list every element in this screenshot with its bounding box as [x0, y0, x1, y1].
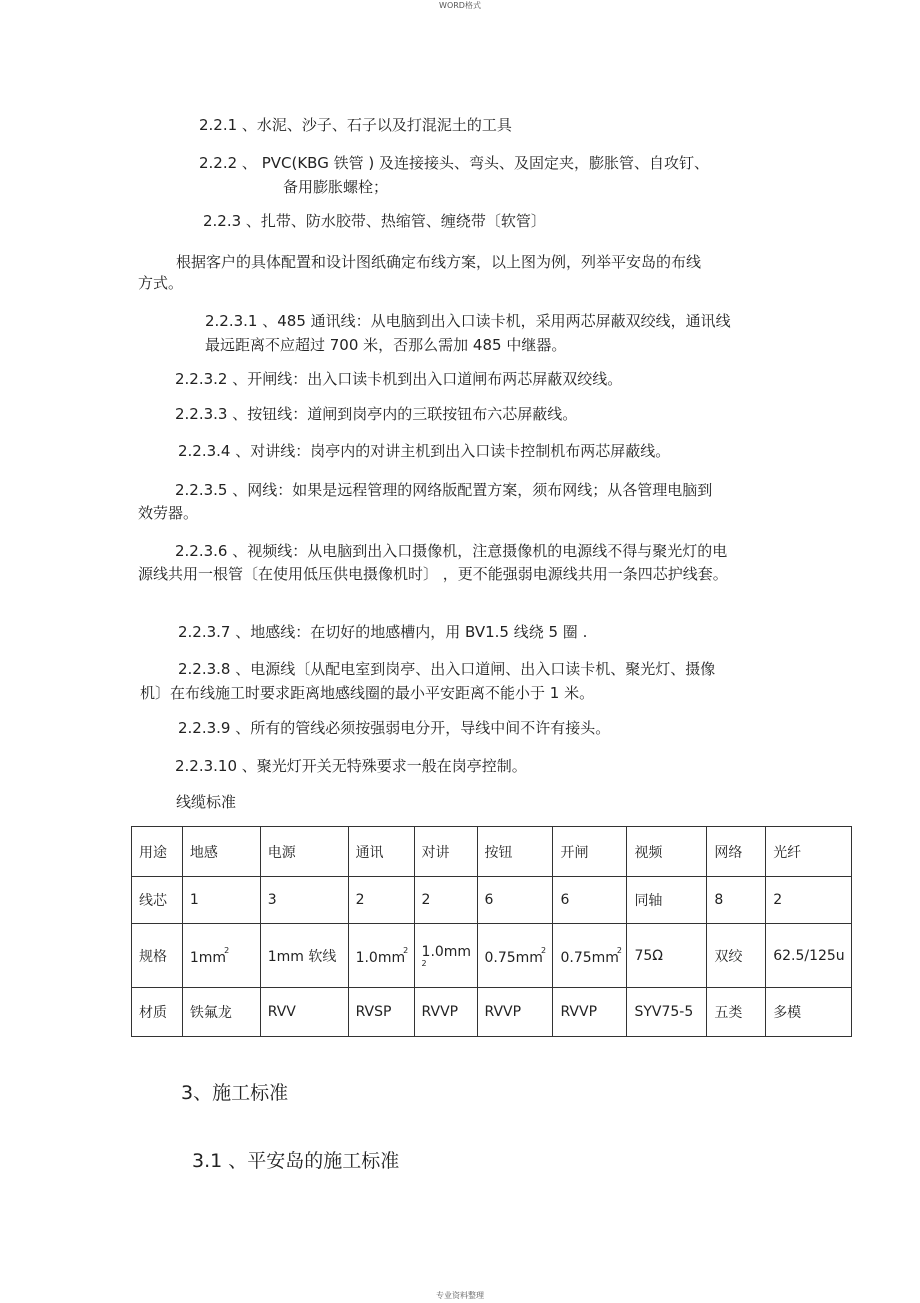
table-cell: 双绞 — [707, 924, 766, 988]
page-footer: 专业资料整理 — [436, 1291, 484, 1300]
table-cell: 2 — [414, 877, 477, 924]
item-2-2-3-8: 2.2.3.8 、电源线〔从配电室到岗亭、出入口道闸、出入口读卡机、聚光灯、摄像 — [178, 660, 716, 678]
table-cell: 铁氟龙 — [182, 988, 260, 1037]
table-cell: RVSP — [348, 988, 414, 1037]
table-cell: 规格 — [132, 924, 183, 988]
table-cell: 五类 — [707, 988, 766, 1037]
item-2-2-3-8-cont: 机〕在布线施工时要求距离地感线圈的最小平安距离不能小于 1 米。 — [140, 684, 595, 702]
table-cell: 3 — [260, 877, 348, 924]
table-cell: $1.0mm^2$ — [348, 924, 414, 988]
table-cell: 8 — [707, 877, 766, 924]
item-2-2-3-1: 2.2.3.1 、485 通讯线：从电脑到出入口读卡机，采用两芯屏蔽双绞线，通讯线 — [205, 312, 731, 330]
table-cell: 开闸 — [553, 827, 627, 877]
cable-standard-table — [131, 826, 852, 1037]
table-cell: 按钮 — [477, 827, 553, 877]
item-2-2-1: 2.2.1 、水泥、沙子、石子以及打混泥土的工具 — [199, 116, 512, 134]
item-2-2-3-3: 2.2.3.3 、按钮线：道闸到岗亭内的三联按钮布六芯屏蔽线。 — [175, 405, 578, 423]
table-row-spec — [132, 924, 852, 988]
table-cell: 线芯 — [132, 877, 183, 924]
item-2-2-2: 2.2.2 、 PVC(KBG 铁管 ) 及连接接头、弯头、及固定夹，膨胀管、自攻钉、 — [199, 154, 709, 172]
table-row-cores — [132, 877, 852, 924]
item-2-2-3-2: 2.2.3.2 、开闸线：出入口读卡机到出入口道闸布两芯屏蔽双绞线。 — [175, 370, 623, 388]
table-cell: 多模 — [766, 988, 852, 1037]
item-2-2-3: 2.2.3 、扎带、防水胶带、热缩管、缠绕带〔软管〕 — [203, 212, 546, 230]
table-cell: 网络 — [707, 827, 766, 877]
table-cell: 对讲 — [414, 827, 477, 877]
table-cell: 同轴 — [627, 877, 707, 924]
item-2-2-3-4: 2.2.3.4 、对讲线：岗亭内的对讲主机到出入口读卡控制机布两芯屏蔽线。 — [178, 442, 671, 460]
item-2-2-3-7: 2.2.3.7 、地感线：在切好的地感槽内，用 BV1.5 线绕 5 圈 . — [178, 623, 588, 641]
table-cell: RVVP — [414, 988, 477, 1037]
table-cell: 1 — [182, 877, 260, 924]
section-3-1-heading: 3.1 、平安岛的施工标准 — [192, 1150, 400, 1172]
table-cell: 75Ω — [627, 924, 707, 988]
table-cell: $1mm^2$ — [182, 924, 260, 988]
table-cell: 2 — [348, 877, 414, 924]
table-cell: RVV — [260, 988, 348, 1037]
table-row-materials — [132, 988, 852, 1037]
table-cell: 光纤 — [766, 827, 852, 877]
table-cell: 2 — [766, 877, 852, 924]
table-cell: 地感 — [182, 827, 260, 877]
table-cell: 6 — [477, 877, 553, 924]
intro-paragraph: 根据客户的具体配置和设计图纸确定布线方案，以上图为例，列举平安岛的布线 — [176, 253, 702, 271]
table-cell: 电源 — [260, 827, 348, 877]
table-cell: 1mm 软线 — [260, 924, 348, 988]
page-header: WORD格式 — [439, 1, 481, 10]
table-cell: RVVP — [477, 988, 553, 1037]
item-2-2-3-9: 2.2.3.9 、所有的管线必须按强弱电分开，导线中间不许有接头。 — [178, 719, 611, 737]
table-caption: 线缆标准 — [176, 793, 237, 811]
table-cell: $0.75mm^2$ — [477, 924, 553, 988]
table-row-uses — [132, 827, 852, 877]
table-cell: 6 — [553, 877, 627, 924]
table-cell: 视频 — [627, 827, 707, 877]
table-cell: RVVP — [553, 988, 627, 1037]
item-2-2-3-1-cont: 最远距离不应超过 700 米，否那么需加 485 中继器。 — [205, 336, 567, 354]
table-cell: 材质 — [132, 988, 183, 1037]
table-cell: $0.75mm^2$ — [553, 924, 627, 988]
item-2-2-3-5: 2.2.3.5 、网线：如果是远程管理的网络版配置方案，须布网线；从各管理电脑到 — [175, 481, 713, 499]
intro-paragraph-cont: 方式。 — [138, 274, 184, 292]
table-cell: 62.5/125u — [766, 924, 852, 988]
item-2-2-2-cont: 备用膨胀螺栓； — [283, 178, 389, 196]
table-cell: 1.0mm 2 — [414, 924, 477, 988]
table-cell: 用途 — [132, 827, 183, 877]
item-2-2-3-6-cont: 源线共用一根管〔在使用低压供电摄像机时〕 ，更不能强弱电源线共用一条四芯护线套。 — [138, 565, 728, 583]
table-cell: SYV75-5 — [627, 988, 707, 1037]
item-2-2-3-6: 2.2.3.6 、视频线：从电脑到出入口摄像机，注意摄像机的电源线不得与聚光灯的电 — [175, 542, 728, 560]
item-2-2-3-10: 2.2.3.10 、聚光灯开关无特殊要求一般在岗亭控制。 — [175, 757, 527, 775]
section-3-heading: 3、施工标准 — [181, 1082, 289, 1104]
table-cell: 通讯 — [348, 827, 414, 877]
item-2-2-3-5-cont: 效劳器。 — [138, 504, 199, 522]
